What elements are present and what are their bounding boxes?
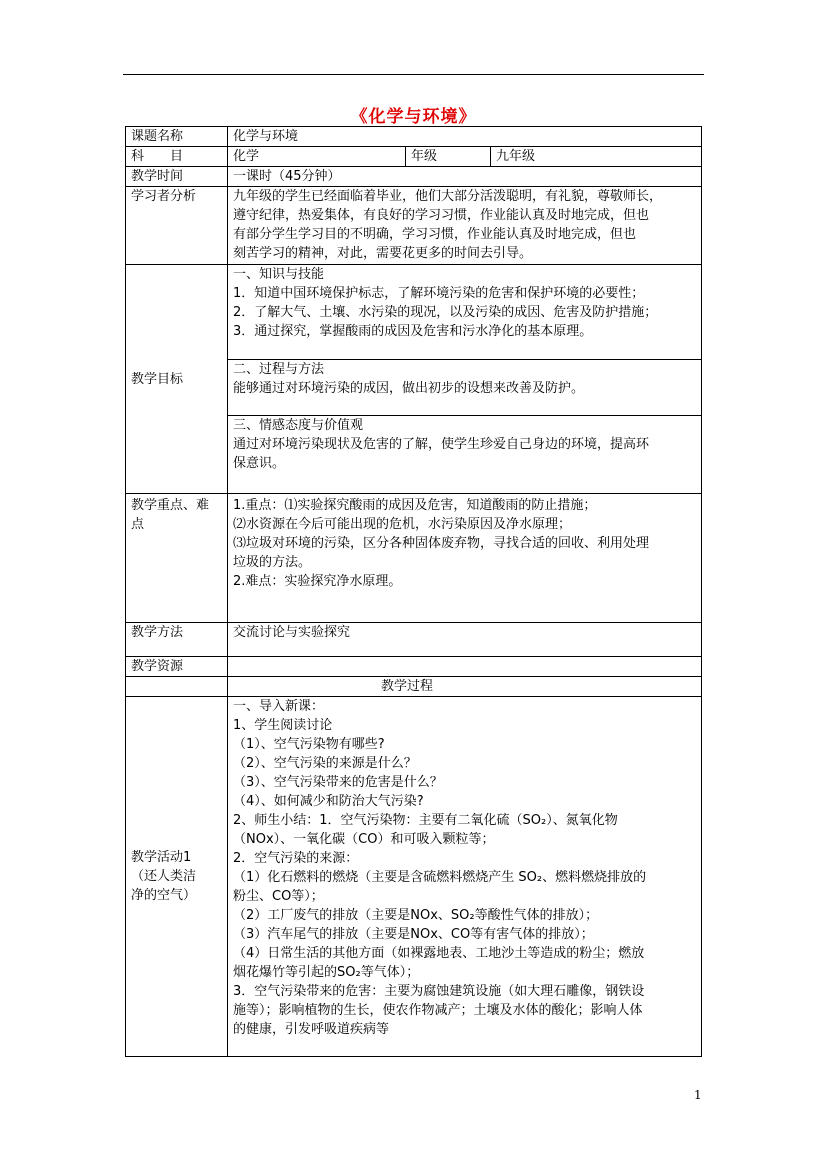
row-learner <box>126 187 702 265</box>
activity-label-line: 净的空气） <box>131 888 197 903</box>
goal-heading: 一、知识与技能 <box>233 267 325 282</box>
activity-line: 烟花爆竹等引起的SO₂等气体）； <box>233 965 420 980</box>
goal-line: 保意识。 <box>233 456 286 471</box>
goals-label: 教学目标 <box>126 265 228 494</box>
grade-value: 九年级 <box>491 147 702 167</box>
activity-line: （4）日常生活的其他方面（如裸露地表、工地沙土等造成的粉尘；燃放 <box>233 946 645 961</box>
goal-line: 2．了解大气、土壤、水污染的现况，以及污染的成因、危害及防护措施； <box>233 305 658 320</box>
activity-line: （1）、空气污染物有哪些? <box>233 737 385 752</box>
learner-text <box>228 187 702 265</box>
page-title: 《化学与环境》 <box>350 107 477 127</box>
topic-value: 化学与环境 <box>228 127 702 147</box>
activity-line: （4）、如何减少和防治大气污染? <box>233 794 424 809</box>
time-label: 教学时间 <box>126 167 228 187</box>
activity-line: 1、学生阅读讨论 <box>233 718 333 733</box>
row-key-points <box>126 494 702 623</box>
goal-attitude <box>228 415 701 493</box>
activity-line: （3）、空气污染带来的危害是什么？ <box>233 775 443 790</box>
row-topic <box>126 127 702 147</box>
activity-line: （2）工厂废气的排放（主要是NOx、SO₂等酸性气体的排放）； <box>233 908 599 923</box>
key-line: ⑶垃圾对环境的污染，区分各种固体废弃物，寻找合适的回收、利用处理 <box>233 536 650 551</box>
key-label-line: 教学重点、难 <box>131 498 210 513</box>
process-header-text: 教学过程 <box>381 679 434 694</box>
lesson-plan-table <box>125 126 702 1057</box>
activity-line: （NOx）、一氧化碳（CO）和可吸入颗粒等； <box>233 832 495 847</box>
subject-value: 化学 <box>228 147 406 167</box>
grade-label: 年级 <box>406 147 491 167</box>
activity-line: 的健康，引发呼吸道疾病等 <box>233 1022 390 1037</box>
activity-line: 施等）；影响植物的生长，使农作物减产；土壤及水体的酸化；影响人体 <box>233 1003 643 1018</box>
method-label: 教学方法 <box>126 623 228 657</box>
goal-line: 通过对环境污染现状及危害的了解，使学生珍爱自己身边的环境，提高环 <box>233 437 650 452</box>
goal-knowledge <box>233 265 696 359</box>
goal-process <box>228 359 701 415</box>
row-time <box>126 167 702 187</box>
key-line: 1.重点：⑴实验探究酸雨的成因及危害，知道酸雨的防止措施； <box>233 498 597 513</box>
key-line: ⑵水资源在今后可能出现的危机，水污染原因及净水原理； <box>233 517 572 532</box>
row-method <box>126 623 702 657</box>
activity-text <box>228 697 702 1057</box>
activity-line: 2、师生小结：1．空气污染物：主要有二氧化硫（SO₂）、氮氧化物 <box>233 813 618 828</box>
header-rule <box>123 74 704 75</box>
activity-line: （1）化石燃料的燃烧（主要是含硫燃料燃烧产生 SO₂、燃料燃烧排放的 <box>233 870 647 885</box>
activity-label <box>126 697 228 1057</box>
goal-heading: 三、情感态度与价值观 <box>233 418 364 433</box>
goal-heading: 二、过程与方法 <box>233 362 325 377</box>
time-value: 一课时（45分钟） <box>228 167 702 187</box>
activity-line: 一、导入新课： <box>233 699 325 714</box>
row-subject <box>126 147 702 167</box>
key-line: 2.难点：实验探究净水原理。 <box>233 574 402 589</box>
activity-label-line: 教学活动1 <box>131 850 192 865</box>
resource-label: 教学资源 <box>126 657 228 677</box>
activity-line: （2）、空气污染的来源是什么？ <box>233 756 417 771</box>
goal-line: 1．知道中国环境保护标志，了解环境污染的危害和保护环境的必要性； <box>233 286 645 301</box>
subject-label: 科 目 <box>126 147 228 167</box>
learner-line: 有部分学生学习目的不明确，学习习惯，作业能认真及时地完成，但也 <box>233 227 637 242</box>
resource-value <box>228 657 702 677</box>
row-resource <box>126 657 702 677</box>
goal-line: 3．通过探究，掌握酸雨的成因及危害和污水净化的基本原理。 <box>233 324 593 339</box>
learner-line: 遵守纪律，热爱集体，有良好的学习习惯，作业能认真及时地完成，但也 <box>233 208 650 223</box>
activity-line: 粉尘、CO等）； <box>233 889 324 904</box>
goals-cell <box>228 265 702 494</box>
key-label <box>126 494 228 623</box>
row-process-header <box>126 677 702 697</box>
goal-line: 能够通过对环境污染的成因，做出初步的设想来改善及防护。 <box>233 381 585 396</box>
key-line: 垃圾的方法。 <box>233 555 312 570</box>
learner-line: 九年级的学生已经面临着毕业，他们大部分活泼聪明，有礼貌，尊敬师长， <box>233 189 663 204</box>
learner-line: 刻苦学习的精神，对此，需要花更多的时间去引导。 <box>233 246 533 261</box>
activity-line: 3．空气污染带来的危害：主要为腐蚀建筑设施（如大理石雕像，钢铁设 <box>233 984 645 999</box>
learner-label: 学习者分析 <box>126 187 228 265</box>
method-value: 交流讨论与实验探究 <box>228 623 702 657</box>
row-goals <box>126 265 702 494</box>
page-number: 1 <box>694 1088 702 1102</box>
topic-label: 课题名称 <box>126 127 228 147</box>
row-activity-1 <box>126 697 702 1057</box>
key-text <box>228 494 702 623</box>
activity-label-line: （还人类洁 <box>131 869 197 884</box>
process-header <box>228 677 702 697</box>
activity-line: （3）汽车尾气的排放（主要是NOx、CO等有害气体的排放）； <box>233 927 594 942</box>
activity-line: 2．空气污染的来源： <box>233 851 359 866</box>
key-label-line: 点 <box>131 517 145 532</box>
process-header-spacer <box>126 677 228 697</box>
